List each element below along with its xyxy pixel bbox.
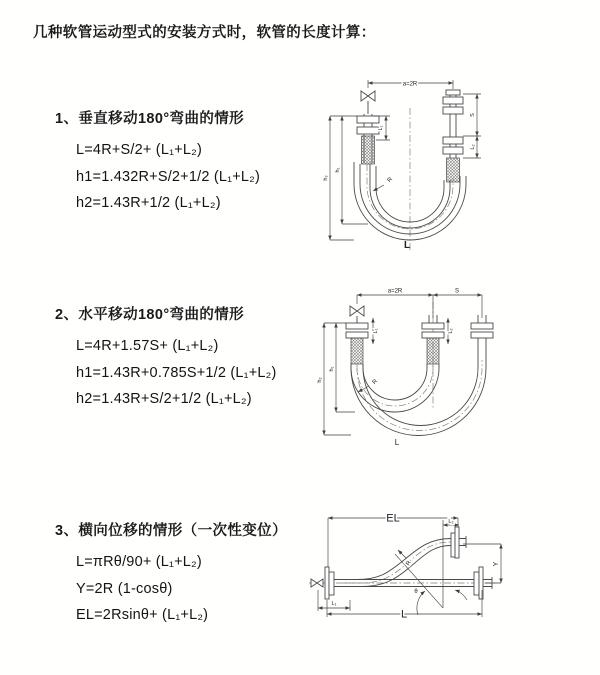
dim-label-R: R [405,560,413,567]
dim-label-L: L [394,438,400,447]
dim-label-L1: L₁ [378,125,384,131]
right-pipe [471,315,493,358]
section-1 [55,107,260,217]
section-3-formula-Y: Y=2R (1-cosθ) [76,580,173,597]
diagram-horizontal-180-bend [310,282,600,467]
diagram-vertical-180-bend [310,66,590,258]
dim-h2 [323,116,357,240]
section-1-formula-h2: h2=1.43R+1/2 (L₁+L₂) [76,195,221,211]
section-2 [55,303,277,413]
dim-L1 [373,318,379,344]
section-1-formula-h1: h1=1.432R+S/2+1/2 (L₁+L₂) [76,168,261,185]
dim-h2 [317,323,351,435]
dim-label-EL: EL [386,512,400,525]
dim-label-h2: h₂ [323,175,329,181]
dim-label-L2: L₂ [470,144,476,150]
dim-label-L: L [403,240,411,251]
dim-label-S: S [454,288,460,295]
dim-label-L2: L₂ [448,328,454,334]
dim-label-a2r: a=2R [402,81,418,88]
section-3-formula-L: L=πRθ/90+ (L₁+L₂) [76,554,202,570]
left-flange [325,567,334,599]
section-3-formula-EL: EL=2Rsinθ+ (L₁+L₂) [76,607,209,623]
section-3-heading: 3、横向位移的情形（一次性变位） [55,523,287,539]
dim-label-L: L [400,608,408,621]
dim-label-Y: Y [493,561,500,567]
valve-icon [311,579,323,587]
section-1-heading: 1、垂直移动180°弯曲的情形 [55,111,245,127]
dim-a2r [357,289,482,319]
valve-icon [350,306,364,323]
section-2-formula-L: L=4R+1.57S+ (L₁+L₂) [76,338,219,354]
left-pipe [346,323,368,364]
dim-label-S: S [470,113,476,117]
radius-label [358,378,379,392]
dim-label-L1: L₁ [373,328,379,334]
dim-label-h1: h₁ [329,366,335,372]
section-1-formula-L: L=4R+S/2+ (L₁+L₂) [76,142,202,158]
dim-L2 [448,318,454,344]
dim-label-L1: L₁ [331,601,337,607]
dim-label-a2r: a=2R [387,288,403,295]
right-flange-displaced [451,527,466,558]
dim-label-h2: h₂ [317,377,323,383]
dim-S [433,289,482,296]
section-3 [55,519,287,629]
dim-label-h1: h₁ [335,167,341,173]
page-title: 几种软管运动型式的安装方式时，软管的长度计算： [33,25,376,41]
dim-label-R: R [371,378,379,386]
dim-label-R: R [386,176,394,184]
dim-a2r [368,80,453,89]
valve-icon [361,91,375,114]
dim-label-L2: L₂ [448,519,454,525]
right-pipe [443,90,463,182]
hose-u-bends [351,358,486,436]
section-2-formula-h1: h1=1.43R+0.785S+1/2 (L₁+L₂) [76,364,277,381]
diagram-lateral-displacement [303,492,598,660]
dim-L2 [470,136,477,158]
section-2-formula-h2: h2=1.43R+S/2+1/2 (L₁+L₂) [76,391,252,407]
left-pipe [357,114,379,164]
dim-label-theta: θ [414,589,418,595]
section-2-heading: 2、水平移动180°弯曲的情形 [55,307,245,323]
